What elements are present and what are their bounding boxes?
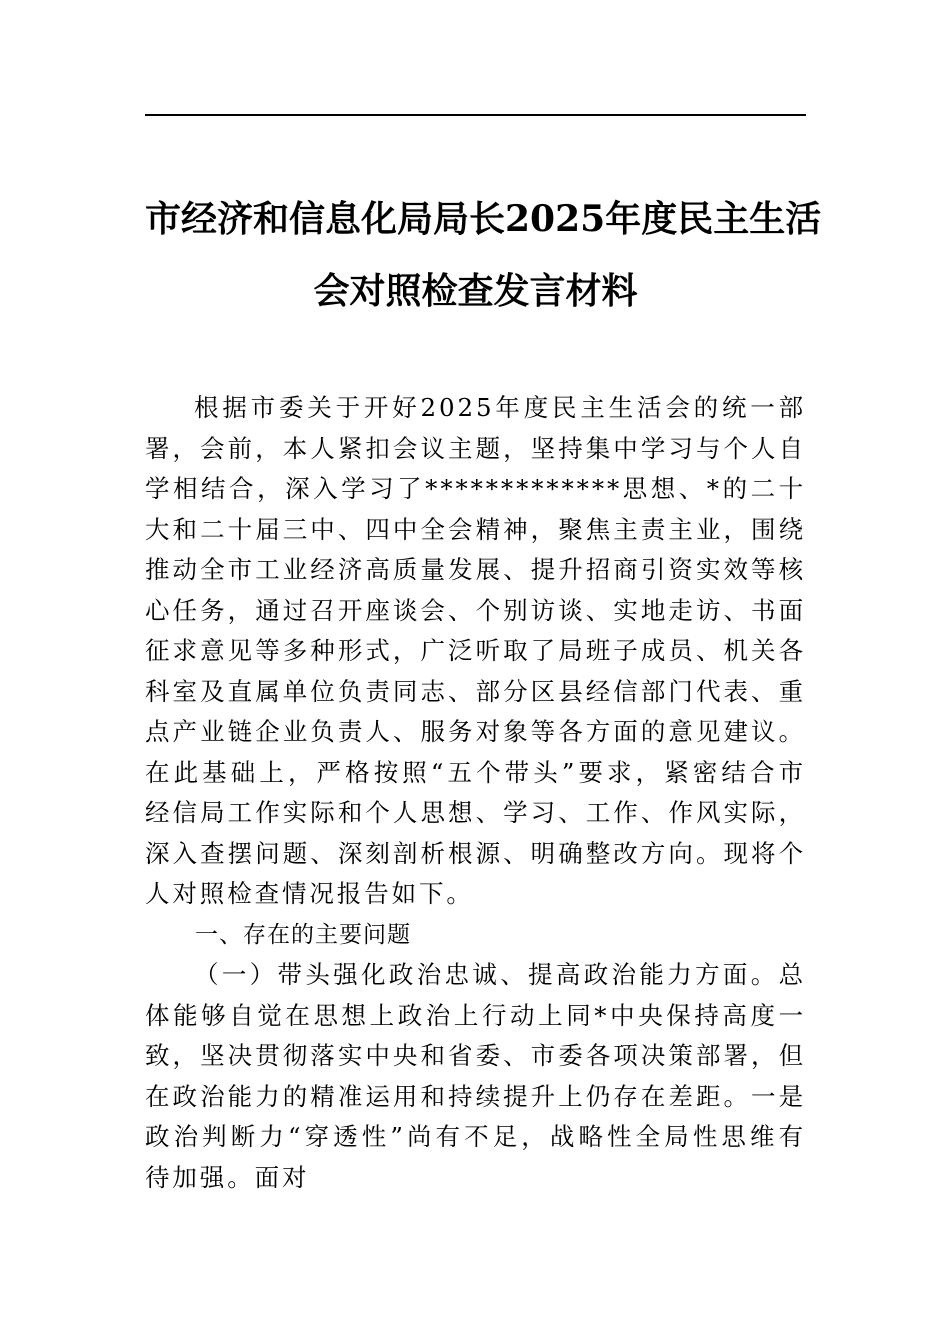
- sub-section-paragraph: [145, 955, 806, 1198]
- sub-section-heading: （一）带头强化政治忠诚、提高政治能力方面。: [194, 960, 779, 989]
- header-rule: [145, 114, 806, 116]
- document-title-line-1: 市经济和信息化局局长2025年度民主生活: [145, 198, 822, 240]
- intro-paragraph: 根据市委关于开好2025年度民主生活会的统一部署，会前，本人紧扣会议主题，坚持集中学习与个人自学相结合，深入学习了*************思想、*的二十大和二十届三中、四中全会精神，聚焦主责主业，围绕推动全市工业经济高质量发展、提升招商引资实效等核心任务，通过召开座谈会、个别访谈、实地走访、书面征求意见等多种形式，广泛听取了局班子成员、机关各科室及直属单位负责同志、部分区县经信部门代表、重点产业链企业负责人、服务对象等各方面的意见建议。在此基础上，严格按照“五个带头”要求，紧密结合市经信局工作实际和个人思想、学习、工作、作风实际，深入查摆问题、深刻剖析根源、明确整改方向。现将个人对照检查情况报告如下。: [145, 393, 806, 908]
- sub-section-text: 总体能够自觉在思想上政治上行动上同*中央保持高度一致，坚决贯彻落实中央和省委、市委各项决策部署，但在政治能力的精准运用和持续提升上仍存在差距。一是政治判断力“穿透性”尚有不足，战略性全局性思维有待加强。面对: [145, 960, 806, 1192]
- document-body: [145, 388, 806, 1198]
- document-title-line-2: 会对照检查发言材料: [313, 270, 638, 312]
- section-heading: 一、存在的主要问题: [195, 921, 411, 948]
